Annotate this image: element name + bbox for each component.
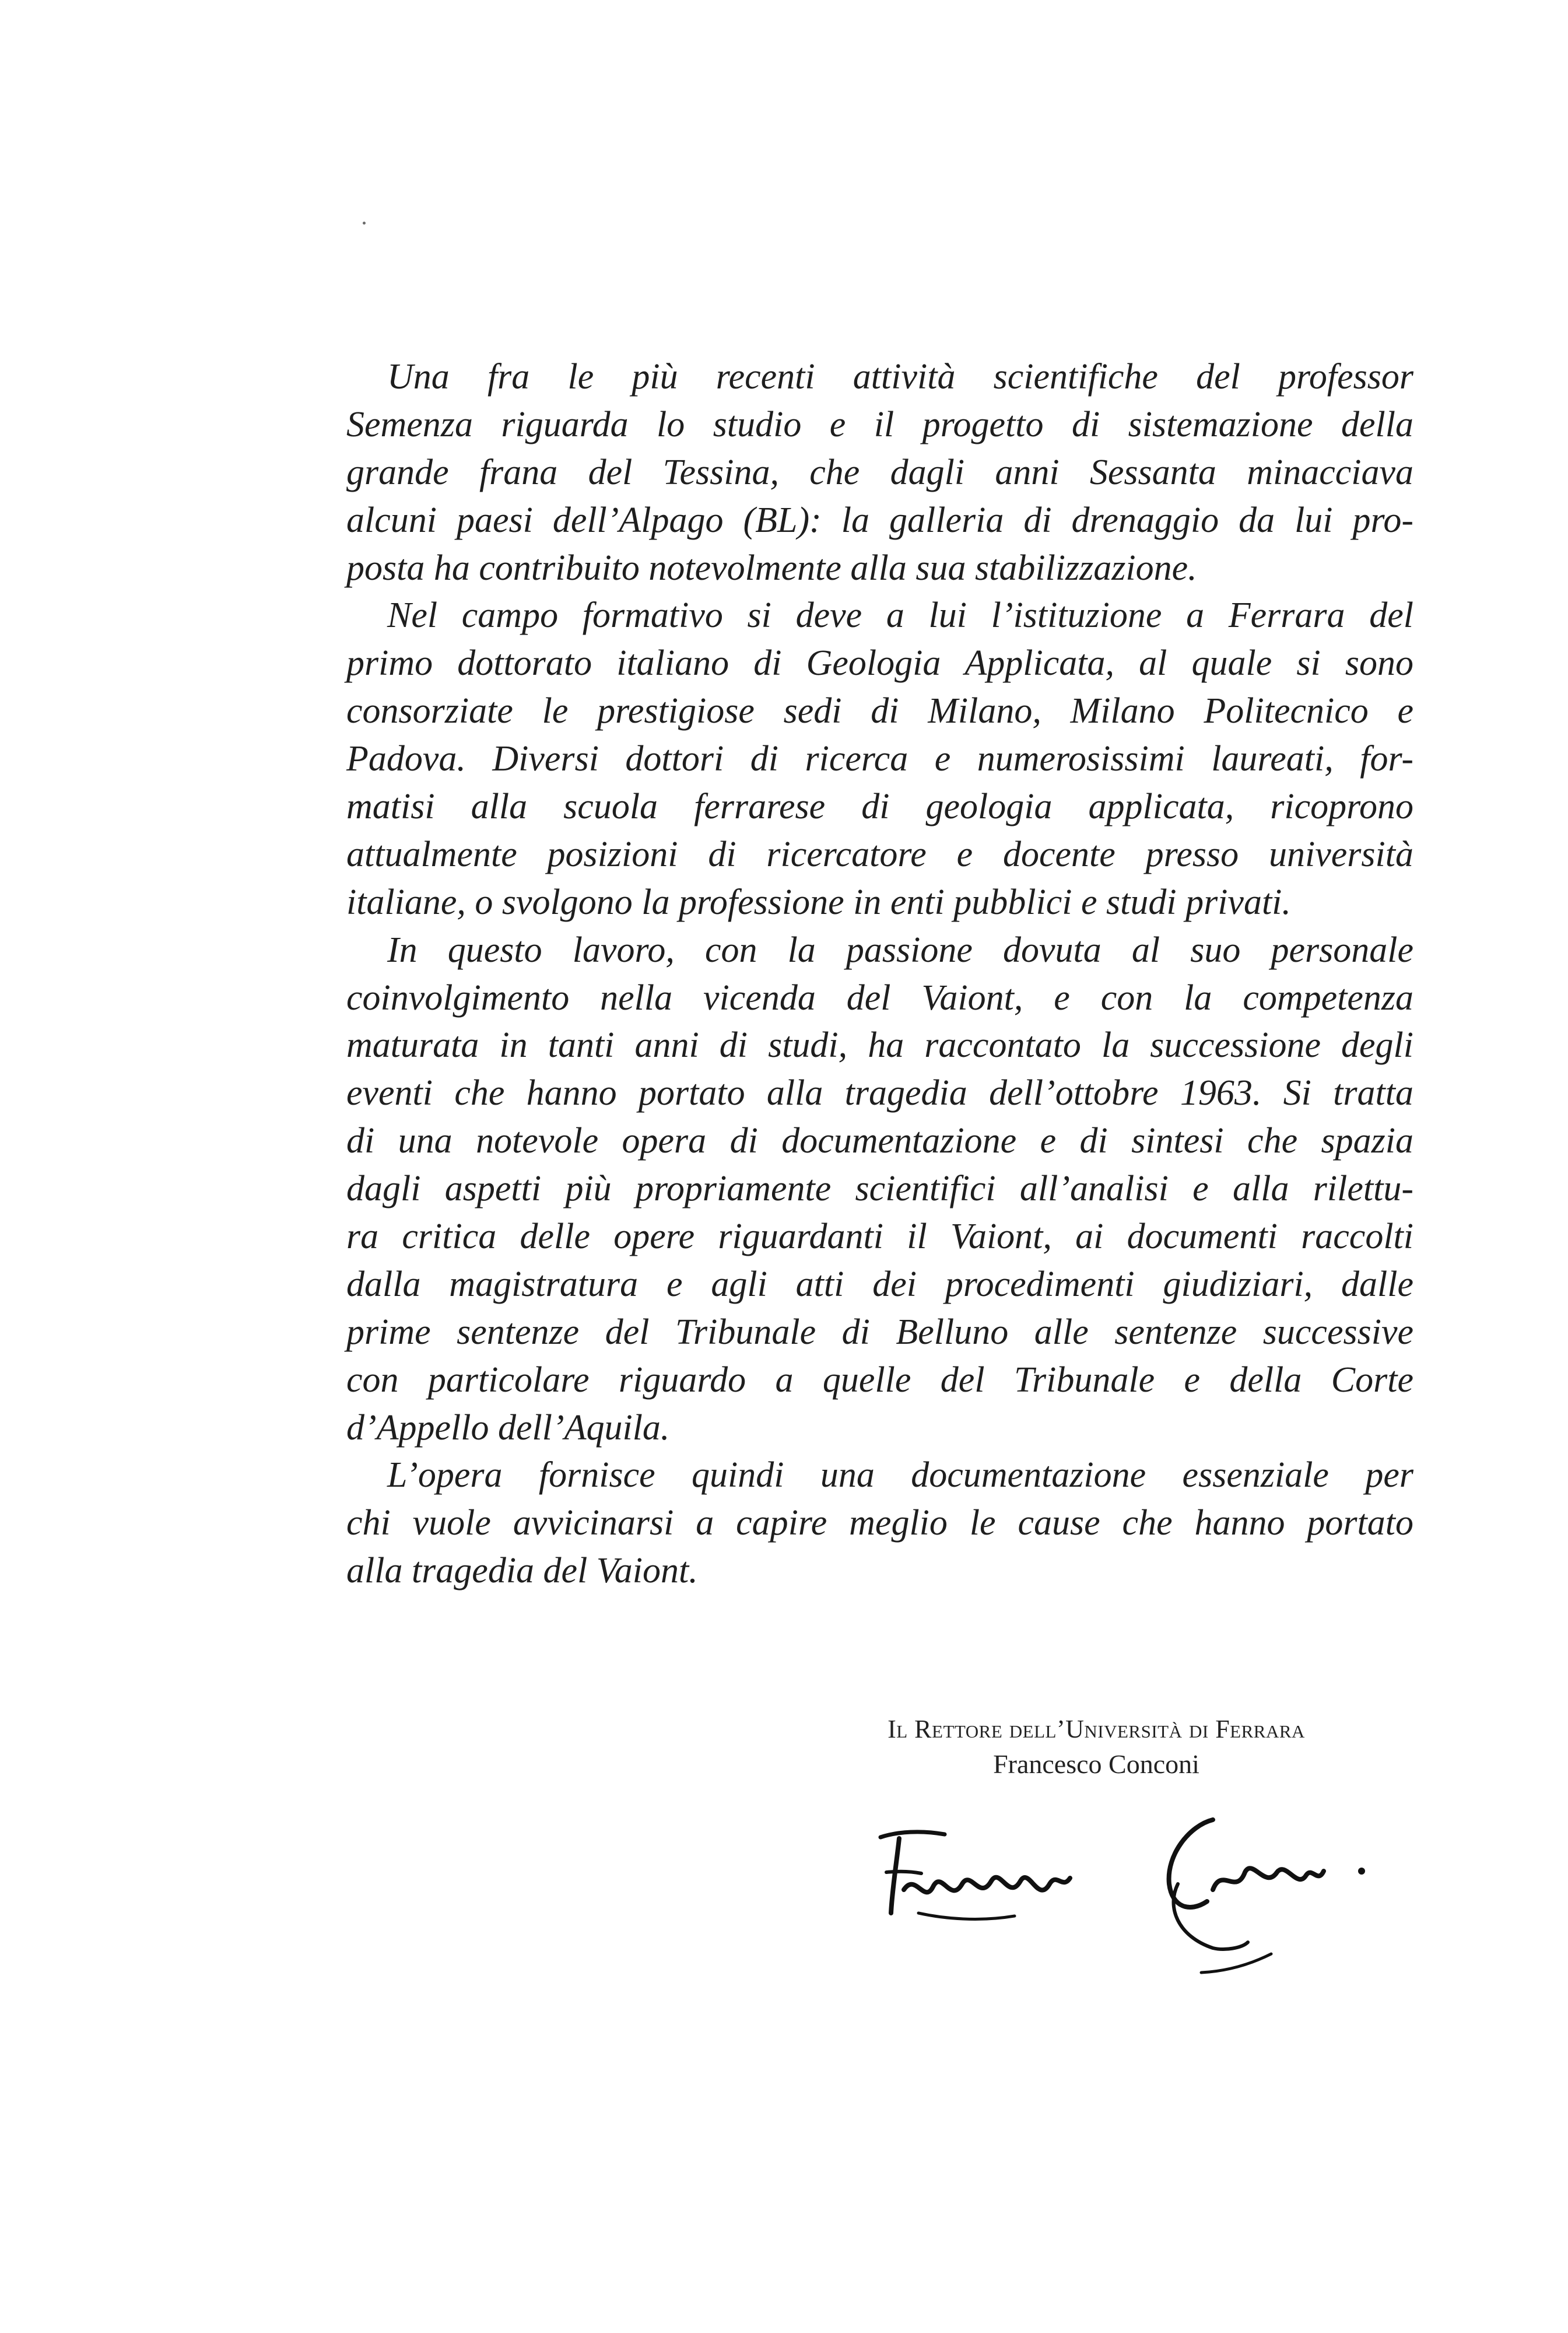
paragraph-3-line-8: dalla magistratura e agli atti dei procedimenti giudiziari, dalle: [346, 1264, 1413, 1304]
paragraph-3-line-2: coinvolgimento nella vicenda del Vaiont, e con la competenza: [346, 978, 1413, 1018]
paragraph-4-line-2: chi vuole avvicinarsi a capire meglio le cause che hanno portato: [346, 1503, 1413, 1543]
paragraph-1-line-5: posta ha contribuito notevolmente alla sua stabilizzazione.: [346, 548, 1197, 588]
paragraph-2-line-7: italiane, o svolgono la professione in enti pubblici e studi privati.: [346, 882, 1291, 922]
signature-block: [805, 1712, 1388, 1782]
paragraph-3-line-10: con particolare riguardo a quelle del Tribunale e della Corte: [346, 1360, 1413, 1400]
stray-ink-dot: [363, 222, 366, 225]
paragraph-3-line-7: ra critica delle opere riguardanti il Vaiont, ai documenti raccolti: [346, 1217, 1413, 1257]
paragraph-2-line-1: Nel campo formativo si deve a lui l’istituzione a Ferrara del: [387, 595, 1413, 636]
rector-title: Il Rettore dell’Università di Ferrara: [888, 1715, 1305, 1743]
paragraph-4-line-1: L’opera fornisce quindi una documentazione essenziale per: [387, 1455, 1413, 1495]
paragraph-2-line-2: primo dottorato italiano di Geologia Applicata, al quale si sono: [346, 643, 1413, 684]
paragraph-3-line-6: dagli aspetti più propriamente scientifici all’analisi e alla rilettu-: [346, 1169, 1413, 1209]
paragraph-3-line-4: eventi che hanno portato alla tragedia dell’ottobre 1963. Si tratta: [346, 1073, 1413, 1113]
paragraph-1-line-2: Semenza riguarda lo studio e il progetto di sistemazione della: [346, 404, 1413, 444]
handwritten-signature: [863, 1802, 1388, 1977]
paragraph-3-line-11: d’Appello dell’Aquila.: [346, 1407, 670, 1448]
paragraph-1-line-3: grande frana del Tessina, che dagli anni Sessanta minacciava: [346, 452, 1413, 492]
paragraph-4-line-3: alla tragedia del Vaiont.: [346, 1551, 698, 1591]
paragraph-2-line-4: Padova. Diversi dottori di ricerca e numerosissimi laureati, for-: [346, 739, 1413, 779]
paragraph-3-line-5: di una notevole opera di documentazione e di sintesi che spazia: [346, 1121, 1413, 1161]
paragraph-3-line-9: prime sentenze del Tribunale di Belluno alle sentenze successive: [346, 1312, 1413, 1352]
body-text: [346, 353, 1413, 1595]
paragraph-3-line-1: In questo lavoro, con la passione dovuta al suo personale: [387, 930, 1413, 970]
paragraph-1-line-1: Una fra le più recenti attività scientifiche del professor: [387, 357, 1413, 397]
rector-name: Francesco Conconi: [993, 1749, 1199, 1779]
paragraph-2-line-6: attualmente posizioni di ricercatore e docente presso università: [346, 834, 1413, 874]
paragraph-2-line-5: matisi alla scuola ferrarese di geologia applicata, ricoprono: [346, 787, 1413, 827]
paragraph-2-line-3: consorziate le prestigiose sedi di Milano, Milano Politecnico e: [346, 691, 1413, 731]
paragraph-1-line-4: alcuni paesi dell’Alpago (BL): la galleria di drenaggio da lui pro-: [346, 500, 1413, 540]
paragraph-3-line-3: maturata in tanti anni di studi, ha raccontato la successione degli: [346, 1025, 1413, 1066]
